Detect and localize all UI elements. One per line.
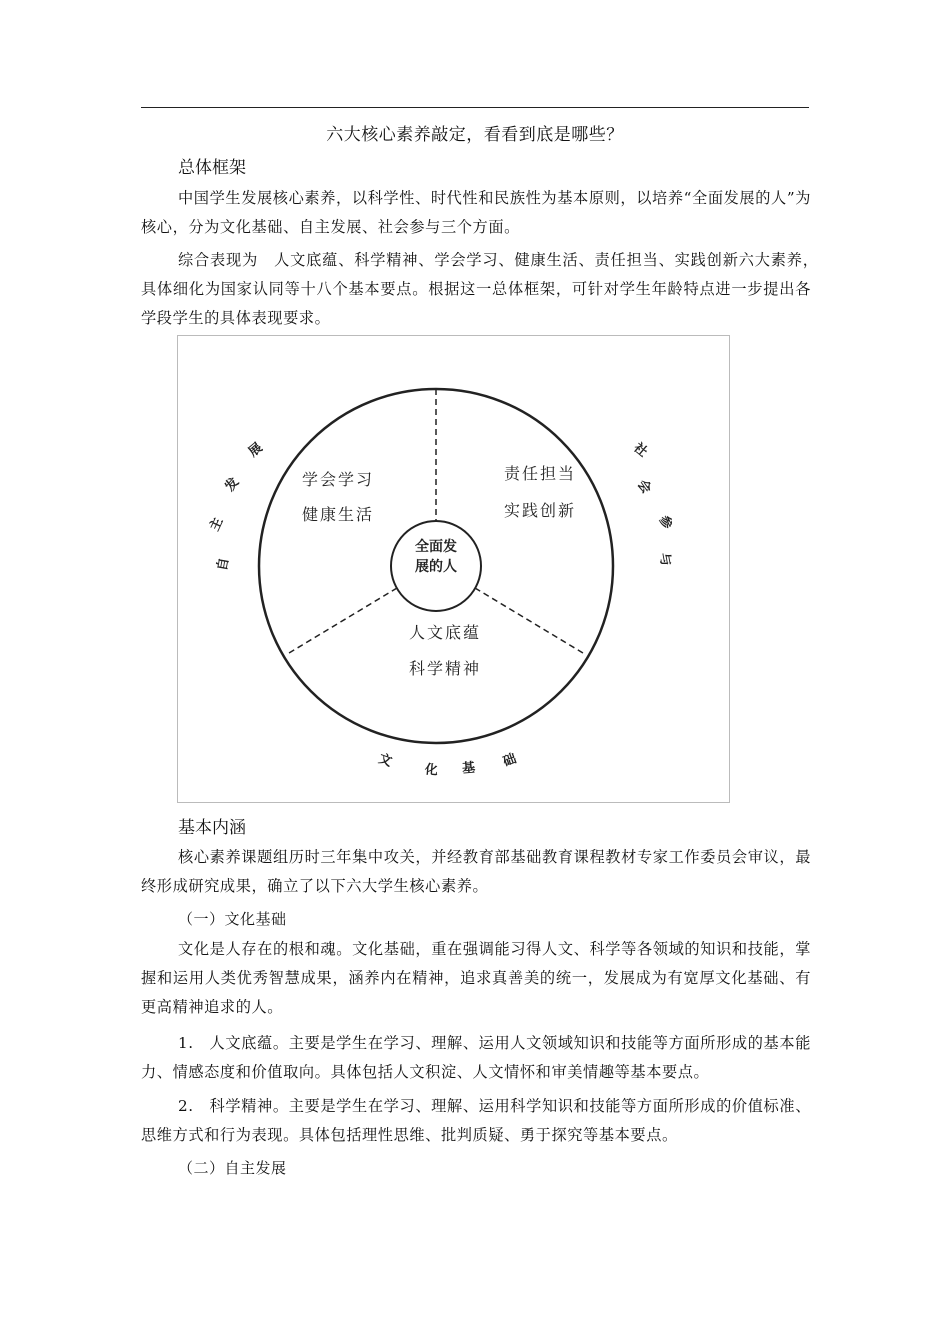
left-sector-label-line2: 健康生活 — [301, 505, 375, 524]
paragraph-framework-2: 综合表现为 人文底蕴、科学精神、学会学习、健康生活、责任担当、实践创新六大素养， 具体细化为国家认同等十八个基本要点。根据这一总体框架，可针对学生年龄特点进一步提出各学段学生的具体表现要求。 — [141, 251, 827, 327]
outer-label-right-char4: 与 — [655, 551, 673, 568]
subsection-heading-autonomy: （二）自主发展 — [178, 1159, 287, 1177]
outer-label-right-char3: 参 — [655, 513, 675, 532]
right-sector-label-line1: 责任担当 — [503, 464, 577, 483]
paragraph-framework-1: 中国学生发展核心素养，以科学性、时代性和民族性为基本原则，以培养“全面发展的人”为核心，分为文化基础、自主发展、社会参与三个方面。 — [141, 189, 811, 236]
subsection-heading-culture: （一）文化基础 — [178, 910, 287, 928]
outer-label-bottom-char2: 化 — [424, 762, 439, 779]
outer-label-bottom-char1: 文 — [376, 751, 394, 770]
paragraph-culture-intro: 文化是人存在的根和魂。文化基础，重在强调能习得人文、科学等各领域的知识和技能，掌握和运用人类优秀智慧成果，涵养内在精神，追求真善美的统一，发展成为有宽厚文化基础、有更高精神追求的人。 — [141, 940, 811, 1016]
outer-label-bottom-char4: 础 — [501, 751, 519, 770]
right-sector-label-line2: 实践创新 — [503, 501, 577, 520]
center-label-line1: 全面发 — [415, 539, 457, 555]
outer-label-right-char1: 社 — [630, 440, 651, 461]
section-heading-framework: 总体框架 — [178, 158, 246, 178]
center-label-line2: 展的人 — [415, 559, 457, 575]
left-sector-label-line1: 学会学习 — [301, 470, 375, 489]
outer-label-right-char2: 会 — [633, 477, 654, 497]
paragraph-connotation-1: 核心素养课题组历时三年集中攻关，并经教育部基础教育课程教材专家工作委员会审议，最终形成研究成果，确立了以下六大学生核心素养。 — [141, 848, 811, 895]
paragraph-science-spirit: 2. 科学精神。主要是学生在学习、理解、运用科学知识和技能等方面所形成的价值标准、思维方式和行为表现。具体包括理性思维、批判质疑、勇于探究等基本要点。 — [141, 1097, 811, 1144]
paragraph-humanities: 1. 人文底蕴。主要是学生在学习、理解、运用人文领域知识和技能等方面所形成的基本能力、情感态度和价值取向。具体包括人文积淀、人文情怀和审美情趣等基本要点。 — [141, 1034, 811, 1081]
header-rule — [141, 107, 809, 108]
document-title: 六大核心素养敲定，看看到底是哪些？ — [326, 125, 624, 145]
section-heading-connotation: 基本内涵 — [178, 818, 246, 838]
outer-label-left-char4: 展 — [245, 440, 266, 461]
bottom-sector-label-line2: 科学精神 — [408, 659, 482, 678]
outer-label-bottom-char3: 基 — [461, 760, 476, 777]
core-literacy-diagram — [177, 335, 730, 803]
outer-label-left-char3: 发 — [222, 474, 243, 495]
outer-label-left-char2: 主 — [207, 515, 227, 534]
outer-label-left-char1: 自 — [215, 556, 233, 573]
bottom-sector-label-line1: 人文底蕴 — [408, 623, 482, 642]
